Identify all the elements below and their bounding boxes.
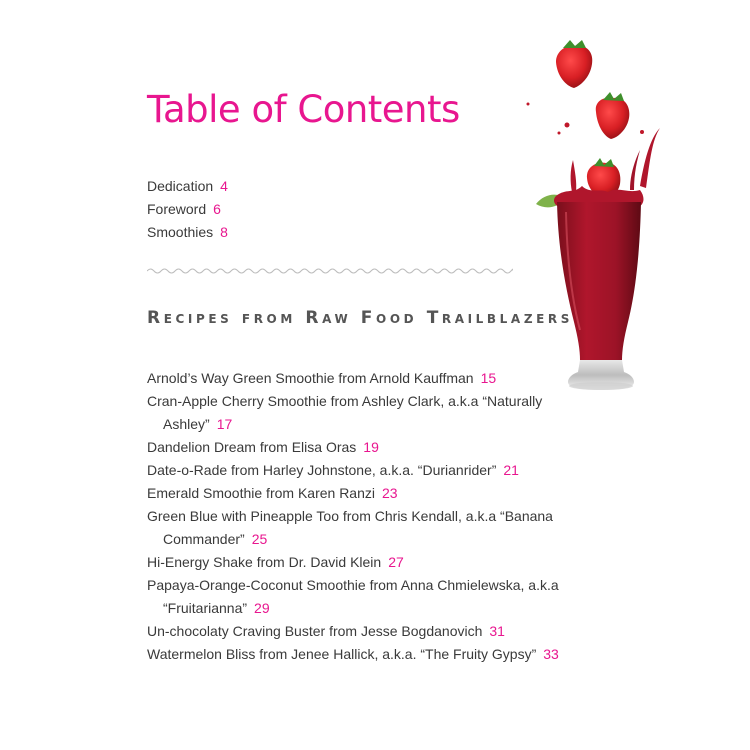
- entry-label: Green Blue with Pineapple Too from Chris Kendall, a.k.a “Banana Commander”: [147, 508, 553, 547]
- page-number: 4: [220, 178, 228, 194]
- page-number: 19: [363, 439, 379, 455]
- page-number: 17: [216, 416, 233, 432]
- entry-label: Papaya-Orange-Coconut Smoothie from Anna Chmielewska, a.k.a “Fruitarianna”: [147, 577, 559, 616]
- page-number: 15: [480, 370, 497, 386]
- page-number: 23: [382, 485, 398, 501]
- section-heading: Recipes from Raw Food Trailblazers: [147, 308, 573, 328]
- entry-label: Date-o-Rade from Harley Johnstone, a.k.a. “Durianrider”: [147, 462, 497, 478]
- page-number: 27: [388, 554, 404, 570]
- page-number: 33: [543, 646, 559, 662]
- entry-label: Arnold’s Way Green Smoothie from Arnold Kauffman: [147, 370, 474, 386]
- page-number: 21: [503, 462, 519, 478]
- strawberry-icon: [596, 92, 630, 139]
- page-number: 8: [220, 224, 228, 240]
- entry-label: Foreword: [147, 201, 207, 217]
- entry-label: Un-chocolaty Craving Buster from Jesse Bogdanovich: [147, 623, 483, 639]
- page-title: Table of Contents: [147, 88, 460, 131]
- entry-label: Cran-Apple Cherry Smoothie from Ashley Clark, a.k.a “Naturally Ashley”: [147, 393, 543, 432]
- page-number: 25: [251, 531, 268, 547]
- entry-label: Smoothies: [147, 224, 214, 240]
- entry-label: Hi-Energy Shake from Dr. David Klein: [147, 554, 382, 570]
- entry-label: Watermelon Bliss from Jenee Hallick, a.k.a. “The Fruity Gypsy”: [147, 646, 537, 662]
- page-number: 29: [254, 600, 270, 616]
- smoothie-glass: [557, 202, 641, 360]
- page-number: 6: [213, 201, 221, 217]
- entry-label: Dandelion Dream from Elisa Oras: [147, 439, 357, 455]
- page-number: 31: [489, 623, 505, 639]
- entry-label: Dedication: [147, 178, 214, 194]
- strawberry-icon: [556, 40, 592, 88]
- entry-label: Emerald Smoothie from Karen Ranzi: [147, 485, 375, 501]
